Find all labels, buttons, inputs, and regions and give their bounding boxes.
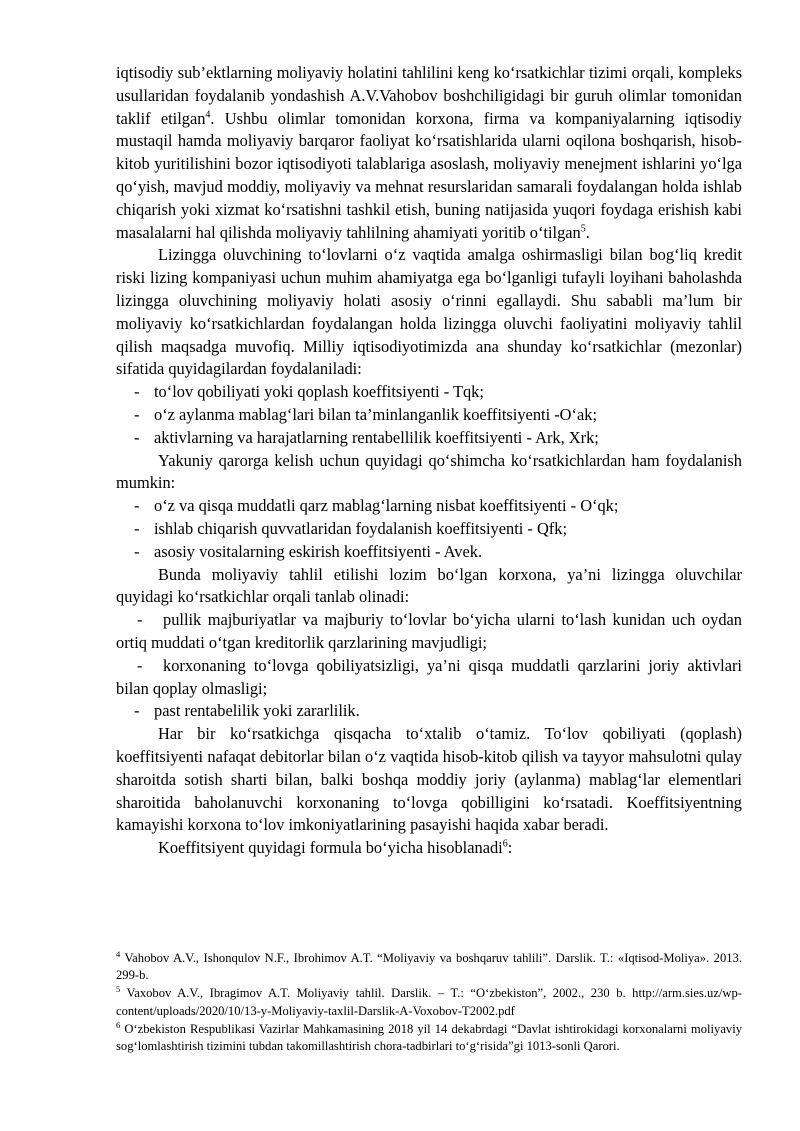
list-item-text: korxonaning to‘lovga qobiliyatsizligi, ya’ni qisqa muddatli qarzlarini joriy aktivlari bilan qoplay olmasligi; <box>116 655 742 698</box>
list-item-text: pullik majburiyatlar va majburiy to‘lovlar bo‘yicha ularni to‘lash kunidan uch oydan ortiq muddati o‘tgan kreditorlik qarzlarining mavjudligi; <box>116 610 742 652</box>
paragraph-6 <box>116 837 742 860</box>
paragraph-1-text: iqtisodiy sub’ektlarning moliyaviy holatini tahlilini keng ko‘rsatkichlar tizimi orqali, kompleks usullaridan foydalanib yondashish A.V.Vahobov boshchiligidagi bir guruh olimlar tomonidan taklif etilgan <box>116 63 742 128</box>
list-item <box>116 495 742 518</box>
list-item <box>116 518 742 541</box>
list-dash: - <box>134 404 140 424</box>
list-item-text: to‘lov qobiliyati yoki qoplash koeffitsiyenti - Tqk; <box>154 382 484 402</box>
paragraph-1-text-cont: . Ushbu olimlar tomonidan korxona, firma va kompaniyalarning iqtisodiy mustaqil hamda moliyaviy barqaror faoliyat ko‘rsatishlarida ularni oqilona boshqarish, hisob-kitob yuritilishini bozor iqtisodiyoti talablariga asoslash, moliyaviy menejment ishlarini yo‘lga qo‘yish, mavjud moddiy, moliyaviy va mehnat resurslaridan samarali foydalangan holda ishlab chiqarish yoki xizmat ko‘rsatishni tashkil etish, buning natijasida yuqori foydaga erishish kabi masalalarni hal qilishda moliyaviy tahlilning ahamiyati yoritib o‘tilgan <box>116 108 742 242</box>
list-dash: - <box>134 541 140 561</box>
paragraph-2: Lizingga oluvchining to‘lovlarni o‘z vaqtida amalga oshirmasligi bilan bog‘liq kredit riski lizing kompaniyasi uchun muhim ahamiyatga ega bo‘lganligi tufayli loyihani baholashda lizingga oluvchining moliyaviy holati asosiy o‘rinni egallaydi. Shu sababli ma’lum bir moliyaviy ko‘rsatkichlardan foydalangan holda lizingga oluvchi faoliyatini moliyaviy tahlil qilish maqsadga muvofiq. Milliy iqtisodiyotimizda ana shunday ko‘rsatkichlar (mezonlar) sifatida quyidagilardan foydalaniladi: <box>116 245 742 379</box>
footnote-6 <box>116 1021 742 1055</box>
list-item <box>116 700 742 723</box>
footnote-number: 4 <box>116 948 121 959</box>
list-dash: - <box>134 427 140 447</box>
list-dash: - <box>137 655 143 675</box>
list-item-text: o‘z va qisqa muddatli qarz mablag‘larning nisbat koeffitsiyenti - O‘qk; <box>154 496 619 516</box>
paragraph-4: Bunda moliyaviy tahlil etilishi lozim bo‘lgan korxona, ya’ni lizingga oluvchilar quyidagi ko‘rsatkichlar orqali tanlab olinadi: <box>116 564 742 607</box>
paragraph-1 <box>116 62 742 244</box>
list-item <box>116 609 742 655</box>
list-item <box>116 655 742 701</box>
document-body <box>116 62 742 860</box>
footnote-number: 6 <box>116 1019 121 1030</box>
footnote-text: Vaxobov A.V., Ibragimov A.T. Moliyaviy tahlil. Darslik. – T.: “O‘zbekiston”, 2002., 230 b. http://arm.sies.uz/wp-content/uploads/2020/10/13-y-Moliyaviy-taxlil-Darslik-A-Voxobov-T2002.pdf <box>116 986 742 1018</box>
list-dash: - <box>134 518 140 538</box>
footnote-ref-4[interactable]: 4 <box>205 109 211 121</box>
footnote-5 <box>116 985 742 1019</box>
footnote-number: 5 <box>116 984 121 995</box>
paragraph-5: Har bir ko‘rsatkichga qisqacha to‘xtalib o‘tamiz. To‘lov qobiliyati (qoplash) koeffitsiyenti nafaqat debitorlar bilan o‘z vaqtida hisob-kitob qilish va tayyor mahsulotni qulay sharoitda sotish sharti bilan, balki boshqa moddiy joriy (aylanma) mablag‘lar elementlari sharoitida baholanuvchi korxonaning to‘lovga qobilligini ko‘rsatadi. Koeffitsiyentning kamayishi korxona to‘lov imkoniyatlarining pasayishi haqida xabar beradi. <box>116 724 742 835</box>
paragraph-1-end: . <box>585 222 590 242</box>
list-dash: - <box>137 610 143 630</box>
paragraph-6-end: : <box>507 838 513 858</box>
footnotes <box>116 950 742 1056</box>
list-item <box>116 404 742 427</box>
list-dash: - <box>134 496 140 516</box>
list-item-text: asosiy vositalarning eskirish koeffitsiyenti - Avek. <box>154 541 483 561</box>
list-item <box>116 381 742 404</box>
paragraph-6-text: Koeffitsiyent quyidagi formula bo‘yicha hisoblanadi <box>158 838 503 858</box>
list-item-text: aktivlarning va harajatlarning rentabellilik koeffitsiyenti - Ark, Xrk; <box>154 427 599 447</box>
footnote-ref-6[interactable]: 6 <box>502 838 508 850</box>
paragraph-3: Yakuniy qarorga kelish uchun quyidagi qo‘shimcha ko‘rsatkichlardan ham foydalanish mumkin: <box>116 450 742 493</box>
list-dash: - <box>134 701 140 721</box>
list-item <box>116 541 742 564</box>
footnote-ref-5[interactable]: 5 <box>580 223 586 235</box>
footnote-text: Vahobov A.V., Ishonqulov N.F., Ibrohimov A.T. “Moliyaviy va boshqaruv tahlili”. Darslik. T.: «Iqtisod-Moliya». 2013. 299-b. <box>116 951 742 983</box>
footnote-4 <box>116 950 742 984</box>
list-dash: - <box>134 382 140 402</box>
list-item-text: ishlab chiqarish quvvatlaridan foydalanish koeffitsiyenti - Qfk; <box>154 518 568 538</box>
footnote-text: O‘zbekiston Respublikasi Vazirlar Mahkamasining 2018 yil 14 dekabrdagi “Davlat ishtirokidagi korxonalarni moliyaviy sog‘lomlashtirish tizimini tubdan takomillashtirish chora-tadbirlari to‘g‘risida”gi 1013-sonli Qarori. <box>116 1021 742 1054</box>
list-item-text: o‘z aylanma mablag‘lari bilan ta’minlanganlik koeffitsiyenti -O‘ak; <box>154 404 598 424</box>
list-item <box>116 427 742 450</box>
list-item-text: past rentabelilik yoki zararlilik. <box>154 701 360 721</box>
